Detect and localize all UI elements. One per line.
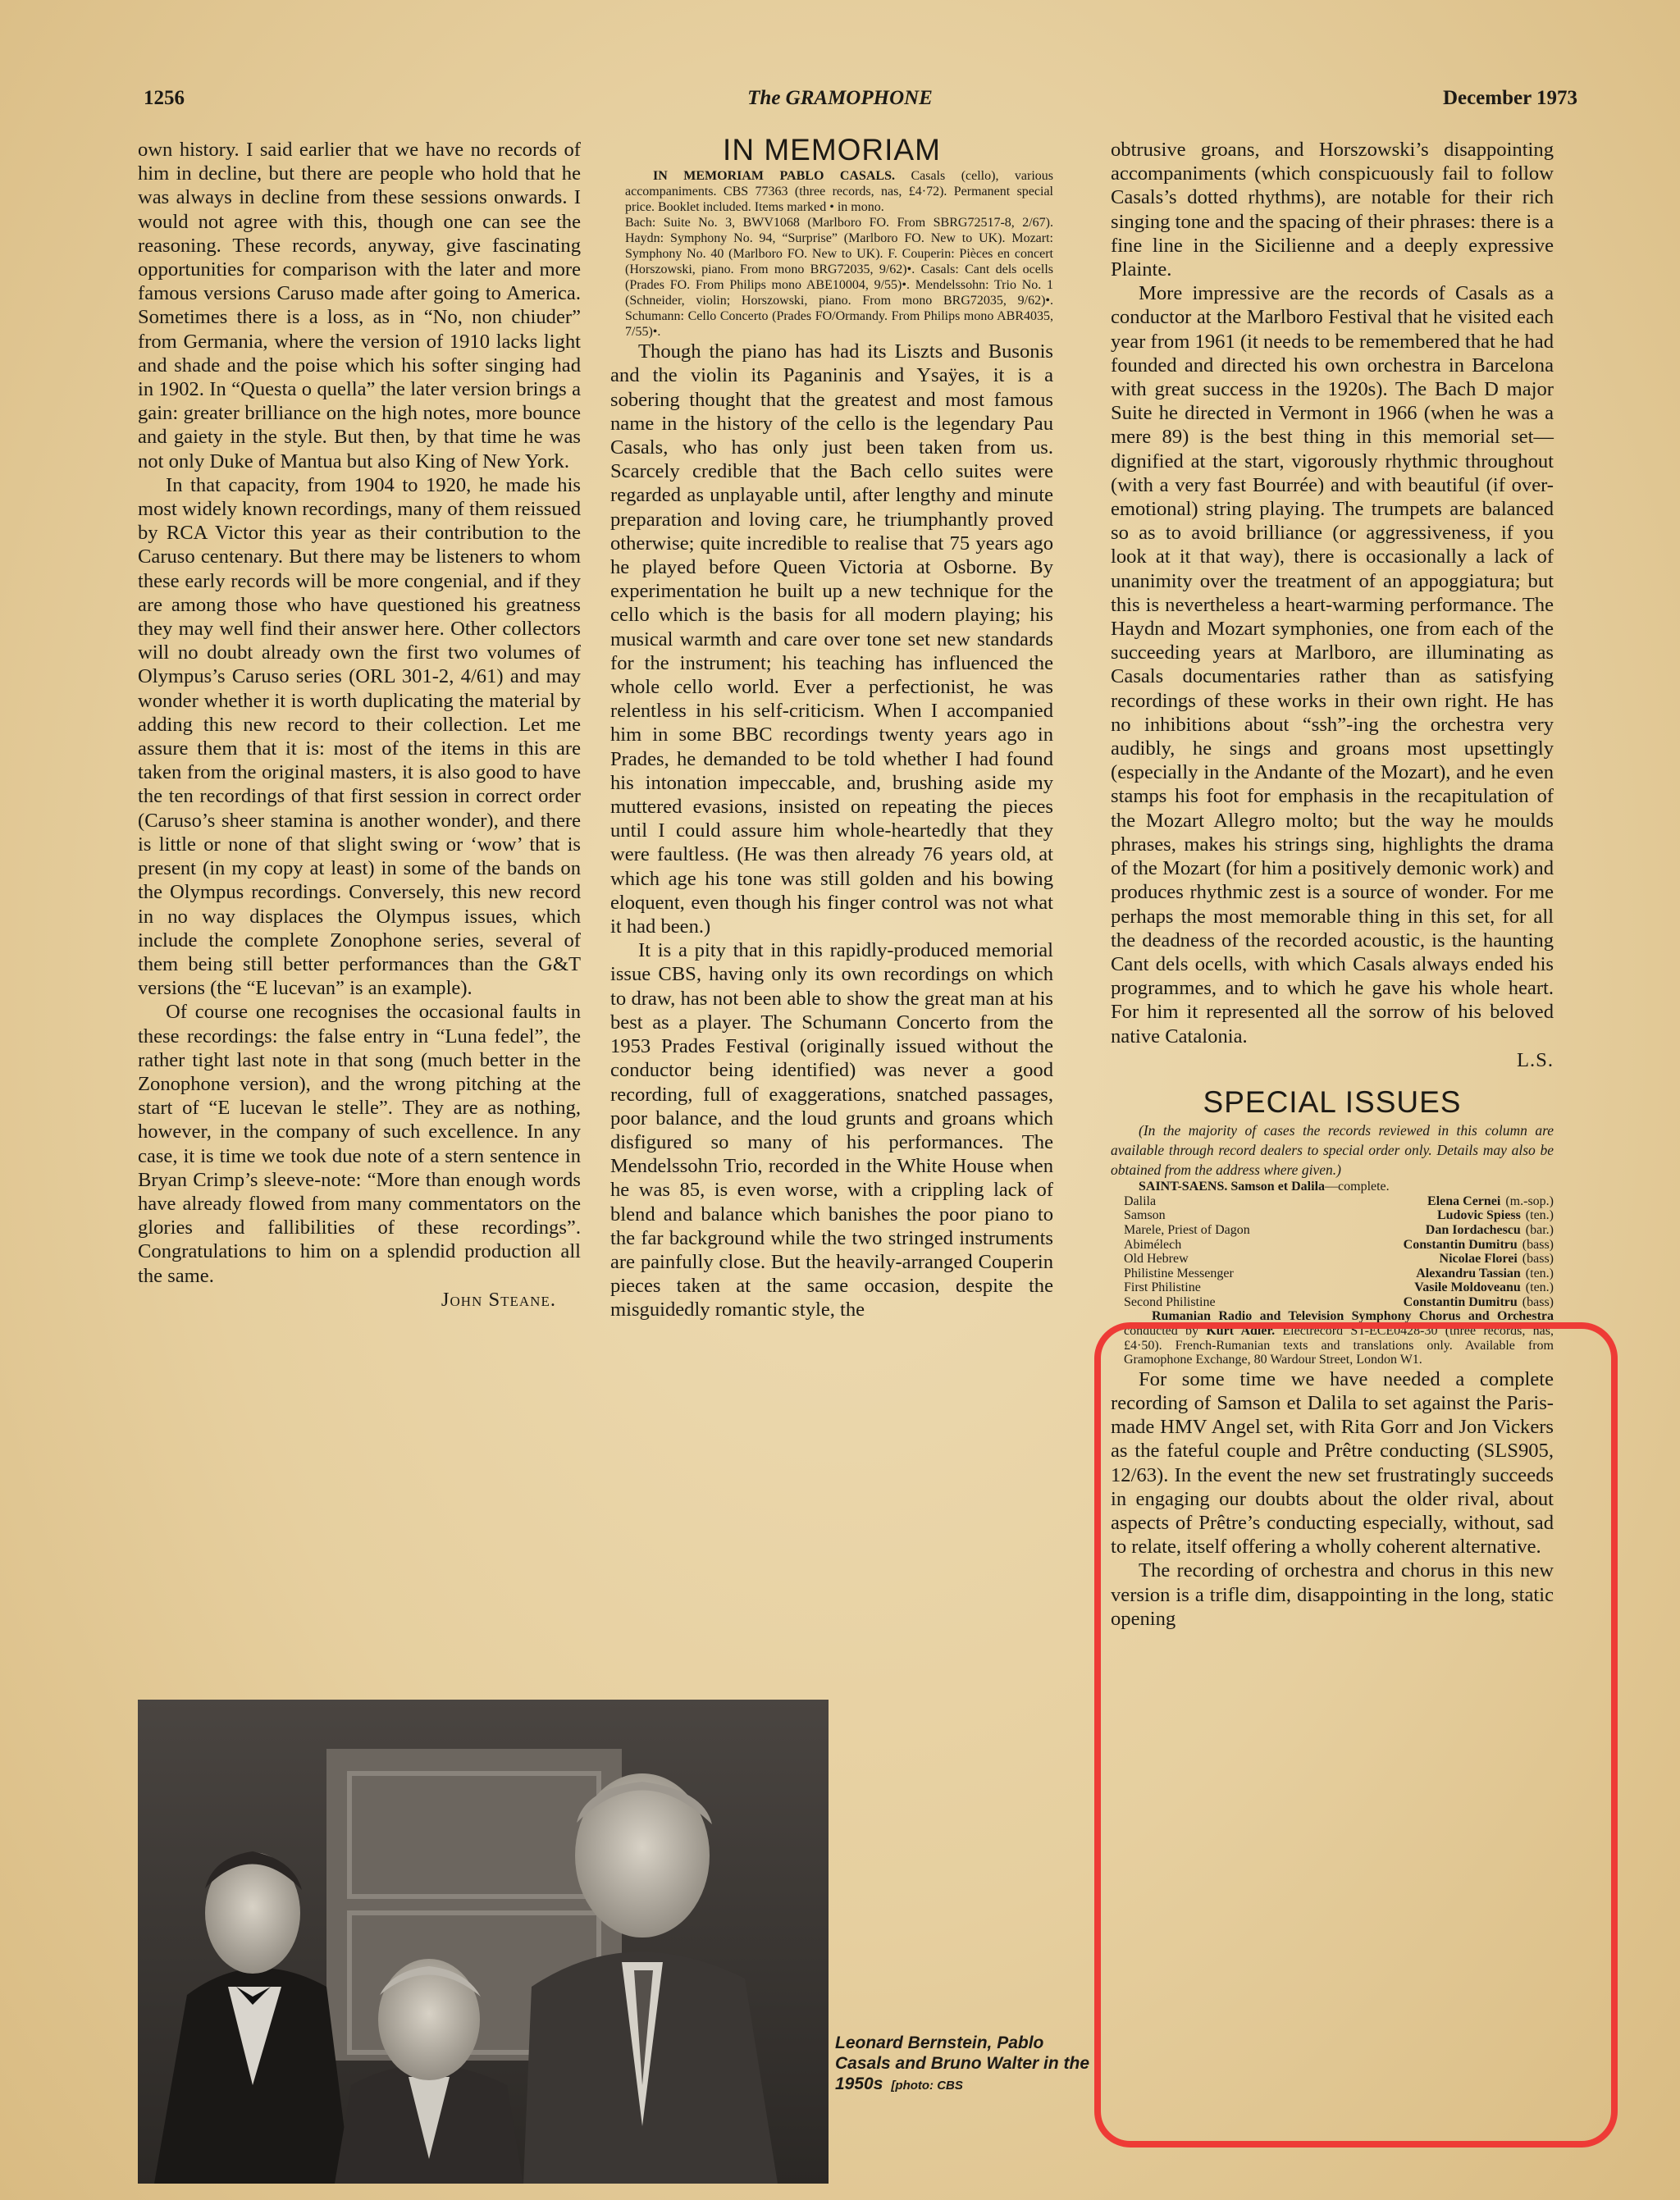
cast-role: First Philistine [1124, 1280, 1201, 1295]
label-details [1111, 1309, 1554, 1367]
cast-singer: Constantin Dumitru [1403, 1294, 1518, 1309]
cast-singer: Nicolae Florei [1439, 1252, 1518, 1267]
disc-line: Casals (cello), various accompaniments. CBS 77363 (three records, nas, £4·72). Permanent special price. Booklet included. Items marked • in mono. [625, 169, 1053, 215]
cast-role: Philistine Messenger [1124, 1266, 1234, 1280]
photo-image [138, 1700, 829, 2184]
cast-singer: Vasile Moldoveanu [1414, 1280, 1521, 1295]
photograph [138, 1700, 829, 2184]
paragraph: obtrusive groans, and Horszowski’s disappointing accompaniments (which conspicuously fail to follow Casals’s dotted rhythms), are notable for their rich singing tone and the spacing of their phrases: there is a fine line in the Sicilienne and a deeply expressive Plainte. [1111, 139, 1554, 281]
disc-details [610, 168, 1053, 215]
cast-singer: Constantin Dumitru [1403, 1237, 1518, 1252]
issue-date: December 1973 [1442, 87, 1577, 109]
paragraph: own history. I said earlier that we have no records of him in decline, but there are people who hold that he was always in decline from these sessions onwards. I would not agree with this, though one can see the reasoning. These records, anyway, give fascinating opportunities for comparison with the later and more famous versions Caruso made after going to America. Sometimes there is a loss, as in “No, non chiuder” from Germania, where the version of 1910 lacks light and shade and the poise which his softer singing had in 1902. In “Questa o quella” the later version brings a gain: greater brilliance on the high notes, more bounce and gaiety in the style. But then, by that time he was not only Duke of Mantua but also King of New York. [138, 139, 581, 472]
cast-singer: Elena Cernei [1427, 1194, 1501, 1208]
cast-singer: Dan Iordachescu [1425, 1222, 1521, 1237]
cast-role: Old Hebrew [1124, 1252, 1189, 1267]
cast-row [1111, 1194, 1554, 1209]
conducted-by: conducted by [1124, 1324, 1199, 1339]
cast-performer [1414, 1280, 1554, 1295]
cast-voice: (bass) [1522, 1237, 1554, 1252]
photo-caption [835, 2033, 1096, 2096]
column-1 [138, 138, 581, 1312]
cast-performer [1404, 1238, 1554, 1253]
photo-credit: [photo: CBS [891, 2079, 963, 2093]
cast-voice: (ten.) [1525, 1280, 1554, 1295]
column-3 [1111, 138, 1554, 1631]
cast-row [1111, 1267, 1554, 1281]
cast-row [1111, 1280, 1554, 1295]
cast-performer [1426, 1223, 1554, 1238]
cast-performer [1404, 1295, 1554, 1310]
cast-role: Marele, Priest of Dagon [1124, 1222, 1250, 1237]
work-suffix: —complete. [1325, 1180, 1390, 1194]
paragraph: In that capacity, from 1904 to 1920, he made his most widely known recordings, many of them reissued by RCA Victor this year as their contribution to the Caruso centenary. But there may be listeners to whom these early records will be more congenial, and if they are among those who have questioned his greatness they may well find their answer here. Other collectors will no doubt already own the first two volumes of Olympus’s Caruso series (ORL 301-2, 4/61) and may wonder whether it is worth duplicating the material by adding this new record to their collection. Let me assure them that it is: most of the items in this are taken from the original masters, it is also good to have the ten recordings of that first session in correct order (Caruso’s sheer stamina is another wonder), and there is little or none of that slight swing or ‘wow’ that is present (in my copy at least) in some of the bands on the Olympus recordings. Conversely, this new record in no way displaces the Olympus issues, which include the complete Zonophone series, several of them being still better performances than the G&T versions (the “E lucevan” is an example). [138, 473, 581, 1000]
author-signature: John Steane. [441, 1288, 556, 1311]
cast-row [1111, 1252, 1554, 1267]
paragraph: Though the piano has had its Liszts and Busonis and the violin its Paganinis and Ysaÿes, it is a sobering thought that the greatest and most famous name in the history of the cello is the legendary Pau Casals, who has only just been taken from us. Scarcely credible that the Bach cello suites were regarded as unplayable until, after lengthy and minute preparation and loving care, he triumphantly proved otherwise; quite incredible to realise that 75 years ago he played before Queen Victoria at Osborne. By experimentation he built up a new technique for the cello which is the basis for all modern playing; his musical warmth and care over tone set new standards for the instrument; his teaching has influenced the whole cello world. Ever a perfectionist, he was relentless in his self-criticism. When I accompanied him in some BBC recordings twenty years ago in Prades, he demanded to be told whether I had found his intonation impeccable, and, brushing aside my muttered evasions, insisted on repeating the pieces until I could assure him whole-heartedly that they were faultless. (He was then already 76 years old, at which age his tone was still golden and his bowing eloquent, even though his finger control was not what it had been.) [610, 340, 1053, 938]
disc-heading: IN MEMORIAM PABLO CASALS. [653, 169, 895, 184]
cast-row [1111, 1208, 1554, 1223]
cast-voice: (ten.) [1525, 1266, 1554, 1280]
special-issues-section [1111, 1084, 1554, 1631]
caption-text: Leonard Bernstein, Pablo Casals and Bruno Walter in the 1950s [835, 2033, 1090, 2093]
section-title-special-issues: SPECIAL ISSUES [1203, 1084, 1462, 1119]
paragraph: More impressive are the records of Casals as a conductor at the Marlboro Festival that he visited each year from 1961 (it needs to be remembered that he had founded and directed his own orchestra in Barcelona with great success in the 1920s). The Bach D major Suite he directed in Vermont in 1966 (when he was a mere 89) is the best thing in this memorial set—dignified at the start, vigorously rhythmic throughout (with a very fast Bourrée) and with beautiful (if over-emotional) string playing. The trumpets are balanced so as to avoid brilliance (or aggressiveness, if you look at it that way), there is occasionally a lack of unanimity over the treatment of an appoggiatura; but this is nevertheless a heart-warming performance. The Haydn and Mozart symphonies, one from each of the succeeding years at Marlboro, are illuminating as Casals documentaries rather than as satisfying recordings of these works in their own right. He has no inhibitions about “ssh”-ing the orchestra very audibly, he sings and groans most upsettingly (especially in the Andante of the Mozart), and he even stamps his foot for emphasis in the recapitulation of the Mozart Allegro molto; but the way he moulds phrases, makes his strings sing, highlights the drama of the Mozart (for him a positively demonic work) and produces rhythmic zest is a source of wonder. For me perhaps the most memorable thing in this set, for all the deadness of the recorded acoustic, is the haunting Cant dels ocells, with which Casals always ended his programmes, and to which he gave his whole heart. For him it represented all the sorrow of his beloved native Catalonia. [1111, 282, 1554, 1048]
cast-role: Second Philistine [1124, 1294, 1216, 1309]
reviewer-initials: L.S. [1517, 1048, 1554, 1071]
cast-voice: (ten.) [1525, 1208, 1554, 1223]
cast-voice: (bass) [1522, 1252, 1554, 1267]
paragraph: The recording of orchestra and chorus in this new version is a trifle dim, disappointing in the long, static opening [1111, 1559, 1554, 1630]
cast-role: Abimélech [1124, 1237, 1182, 1252]
special-issues-note: (In the majority of cases the records reviewed in this column are available through record dealers to special order only. Details may also be obtained from the address where given.) [1111, 1122, 1554, 1179]
cast-performer [1440, 1252, 1554, 1267]
cast-row [1111, 1238, 1554, 1253]
cast-row [1111, 1223, 1554, 1238]
cast-voice: (m.-sop.) [1505, 1194, 1554, 1208]
column-2 [610, 133, 1053, 1322]
work-heading [1111, 1180, 1554, 1194]
cast-voice: (bar.) [1525, 1222, 1554, 1237]
cast-singer: Ludovic Spiess [1436, 1208, 1521, 1223]
cast-role: Dalila [1124, 1194, 1157, 1208]
journal-title: The GRAMOPHONE [747, 87, 933, 109]
conductor: Kurt Adler. [1206, 1324, 1276, 1339]
cast-voice: (bass) [1522, 1294, 1554, 1309]
cast-performer [1416, 1267, 1554, 1281]
label-info: Electrecord ST-ECE0428-30 (three records, nas, £4·50). French-Rumanian texts and translations only. Available from Gramophone Exchange, 80 Wardour Street, London W1. [1124, 1324, 1554, 1367]
forces: Rumanian Radio and Television Symphony Chorus and Orchestra [1152, 1309, 1554, 1324]
page-number: 1256 [144, 87, 185, 109]
disc-contents: Bach: Suite No. 3, BWV1068 (Marlboro FO. From SBRG72517-8, 2/67). Haydn: Symphony No. 94, “Surprise” (Marlboro FO. New to UK). Mozart: Symphony No. 40 (Marlboro FO. New to UK). F. Couperin: Pièces en concert (Horszowski, piano. From mono BRG72035, 9/62)•. Casals: Cant dels ocells (Prades FO. From Philips mono ABE10004, 9/55)•. Mendelssohn: Trio No. 1 (Schneider, violin; Horszowski, piano. From mono BRG72035, 9/62)•. Schumann: Cello Concerto (Prades FO/Ormandy. From Philips mono ABR4035, 7/55)•. [625, 216, 1053, 340]
paragraph: For some time we have needed a complete recording of Samson et Dalila to set against the Paris-made HMV Angel set, with Rita Gorr and Jon Vickers as the fateful couple and Prêtre conducting (SLS905, 12/63). In the event the new set frustratingly succeeds in engaging our doubts about the older rival, about aspects of Prêtre’s conducting especially, without, sad to relate, itself offering a wholly coherent alternative. [1111, 1367, 1554, 1559]
cast-performer [1427, 1194, 1554, 1209]
paragraph: It is a pity that in this rapidly-produced memorial issue CBS, having only its own recordings on which to draw, has not been able to show the great man at his best as a player. The Schumann Concerto from the 1953 Prades Festival (originally issued without the conductor being identified) was never a good recording, full of exaggerations, snatched passages, poor balance, and the loud grunts and groans which disfigured so many of his performances. The Mendelssohn Trio, recorded in the White House when he was 85, is even worse, with a crippling lack of blend and balance which banishes the poor piano to the far background while the two stringed instruments are painfully close. But the heavily-arranged Couperin pieces taken at the same occasion, despite the misguidedly romantic style, the [610, 939, 1053, 1321]
cast-performer [1437, 1208, 1554, 1223]
cast-singer: Alexandru Tassian [1416, 1266, 1521, 1280]
paragraph: Of course one recognises the occasional faults in these recordings: the false entry in “Luna fedel”, the rather tight last note in that song (much better in the Zonophone version), and the wrong pitching at the start of “E lucevan le stelle”. They are as nothing, however, in the company of such excellence. In any case, it is time we took due note of a stern sentence in Bryan Crimp’s sleeve-note: “More than enough words have already flowed from many commentators on the glories and fallibilities of these recordings”. Congratulations to him on a splendid production all the same. [138, 1001, 581, 1287]
cast-role: Samson [1124, 1208, 1166, 1223]
work-title: SAINT-SAENS. Samson et Dalila [1139, 1180, 1326, 1194]
section-title-in-memoriam: IN MEMORIAM [723, 133, 941, 167]
cast-row [1111, 1295, 1554, 1310]
cast-list [1111, 1194, 1554, 1310]
